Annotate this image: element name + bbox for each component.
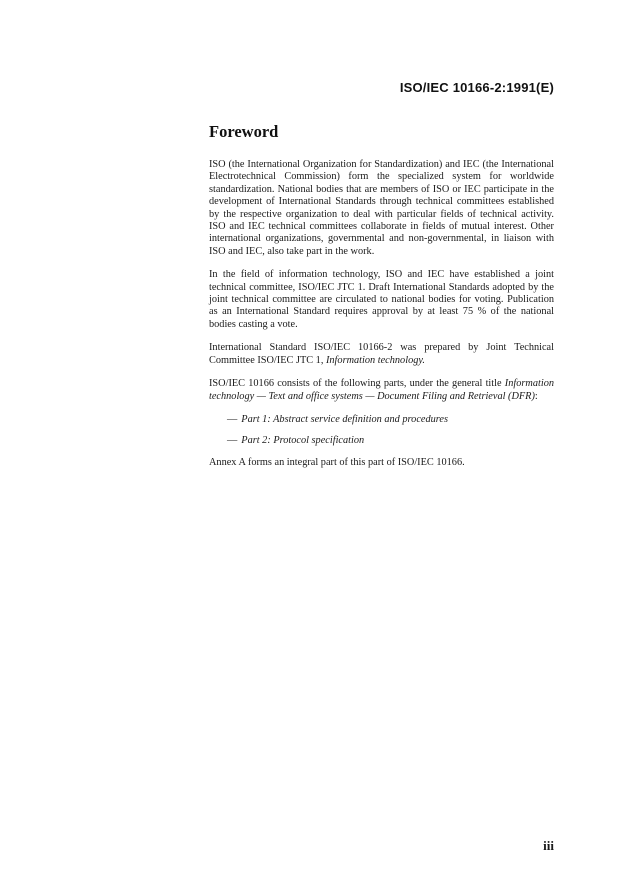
prepared-by-italic: Information technology. (325, 354, 425, 366)
foreword-title: Foreword (209, 122, 279, 141)
document-code: ISO/IEC 10166-2:1991(E) (399, 80, 554, 95)
dash-marker: — (227, 413, 238, 425)
part-2-title: Part 2: Protocol specification (241, 435, 365, 447)
parts-intro-text: ISO/IEC 10166 consists of the following parts, under the general title (209, 378, 505, 390)
page-number: iii (543, 838, 554, 853)
paragraph-prepared-by (209, 342, 554, 367)
paragraph-organizations: ISO (the International Organization for Standardization) and IEC (the International Electrotechnical Commission) form the specialized system for worldwide standardization. National bodies that are members of ISO or IEC participate in the development of International Standards through technical committees established by the respective organization to deal with particular fields of technical activity. ISO and IEC technical committees collaborate in fields of mutual interest. Other international organizations, governmental and non-governmental, in liaison with ISO and IEC, also take part in the work. (209, 159, 554, 257)
parts-intro-end: : (534, 390, 538, 402)
dash-marker: — (227, 435, 238, 447)
part-1-title: Part 1: Abstract service definition and procedures (241, 413, 448, 425)
parts-intro-italic: Information technology — Text and office systems — Document Filing and Retrieval (DFR) (209, 378, 554, 402)
list-item (227, 435, 554, 447)
paragraph-annex: Annex A forms an integral part of this part of ISO/IEC 10166. (209, 456, 465, 468)
prepared-by-text: International Standard ISO/IEC 10166-2 was prepared by Joint Technical Committee ISO/IEC JTC 1, (209, 342, 554, 366)
paragraph-joint-committee: In the field of information technology, ISO and IEC have established a joint technical committee, ISO/IEC JTC 1. Draft International Standards adopted by the joint technical committee are circulated to national bodies for voting. Publication as an International Standard requires approval by at least 75 % of the national bodies casting a vote. (209, 269, 554, 330)
list-item (227, 414, 554, 426)
foreword-section (209, 122, 554, 480)
paragraph-parts-intro (209, 378, 554, 403)
